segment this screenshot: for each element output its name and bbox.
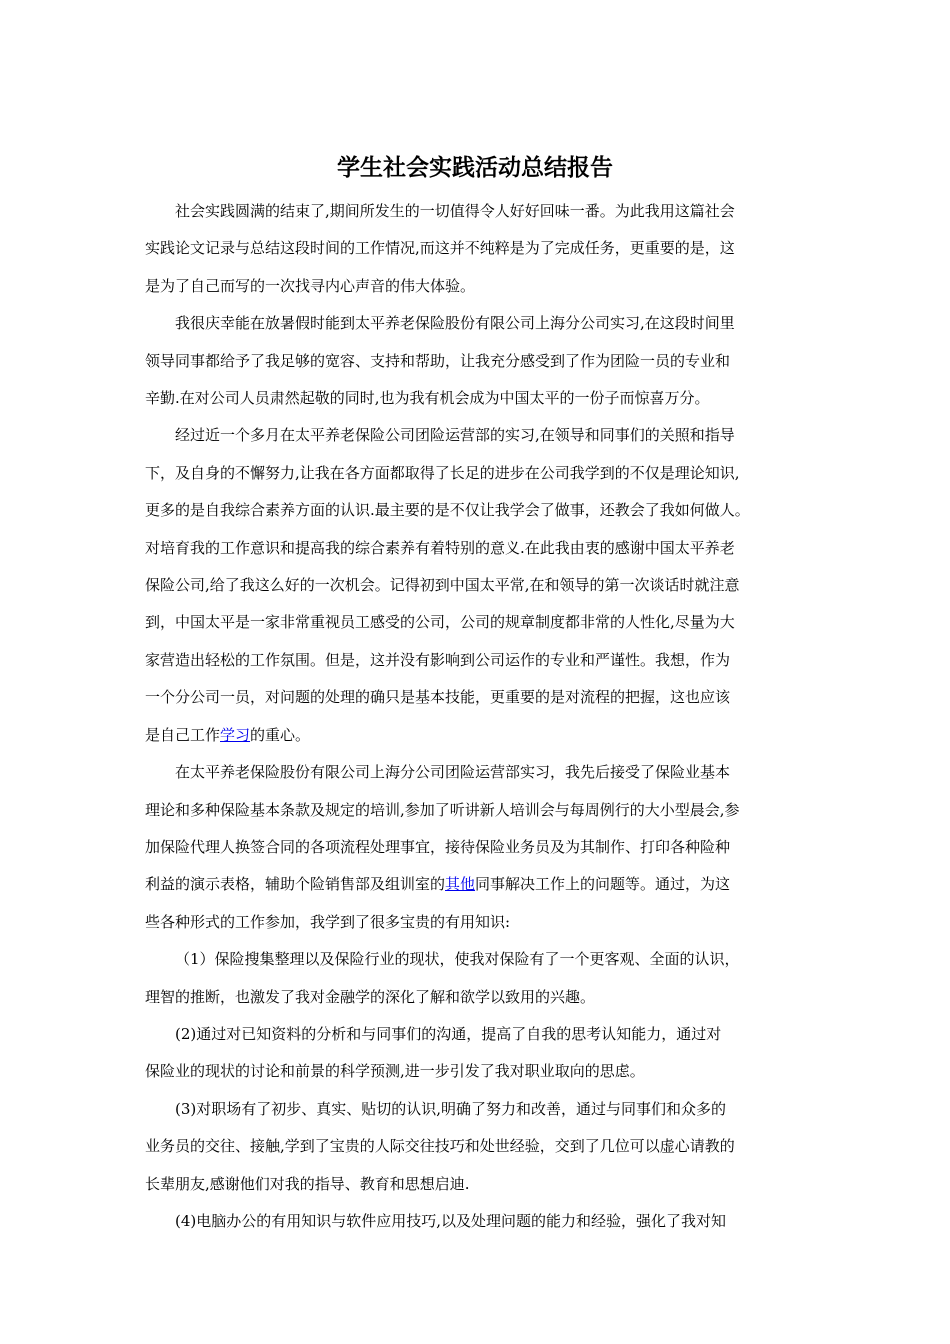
text-line: 经过近一个多月在太平养老保险公司团险运营部的实习,在领导和同事们的关照和指导 (175, 426, 735, 445)
paragraph-8 (145, 1203, 811, 1240)
text-line: (4)电脑办公的有用知识与软件应用技巧,以及处理问题的能力和经验，强化了我对知 (175, 1211, 727, 1230)
text-line: 下，及自身的不懈努力,让我在各方面都取得了长足的进步在公司我学到的不仅是理论知识, (145, 463, 740, 482)
document-body (145, 193, 811, 1240)
text-segment: 同事解决工作上的问题等。通过，为这 (475, 875, 731, 894)
text-line: 理智的推断，也激发了我对金融学的深化了解和欲学以致用的兴趣。 (145, 987, 596, 1006)
text-line: 理论和多种保险基本条款及规定的培训,参加了听讲新人培训会与每周例行的大小型晨会,参 (145, 800, 740, 819)
paragraph-4 (145, 754, 811, 941)
text-line: (3)对职场有了初步、真实、贴切的认识,明确了努力和改善，通过与同事们和众多的 (175, 1099, 727, 1118)
text-line (145, 866, 811, 903)
paragraph-2 (145, 305, 811, 417)
text-line: 保险公司,给了我这么好的一次机会。记得初到中国太平常,在和领导的第一次谈话时就注意 (145, 576, 740, 595)
text-segment: 利益的演示表格，辅助个险销售部及组训室的 (145, 875, 446, 894)
text-segment: 是自己工作 (145, 725, 221, 744)
text-line: 对培育我的工作意识和提高我的综合素养有着特别的意义.在此我由衷的感谢中国太平养老 (145, 538, 735, 557)
text-line: 领导同事都给予了我足够的宽容、支持和帮助，让我充分感受到了作为团险一员的专业和 (145, 351, 731, 370)
paragraph-3 (145, 417, 811, 754)
text-line: 些各种形式的工作参加，我学到了很多宝贵的有用知识: (145, 912, 511, 931)
text-line: （1）保险搜集整理以及保险行业的现状，使我对保险有了一个更客观、全面的认识， (175, 950, 740, 969)
text-line: 是为了自己而写的一次找寻内心声音的伟大体验。 (145, 276, 476, 295)
study-link[interactable]: 学习 (220, 725, 251, 744)
text-line: 长辈朋友,感谢他们对我的指导、教育和思想启迪. (145, 1174, 470, 1193)
text-line: 更多的是自我综合素养方面的认识.最主要的是不仅让我学会了做事，还教会了我如何做人。 (145, 501, 750, 520)
text-line: 辛勤.在对公司人员肃然起敬的同时,也为我有机会成为中国太平的一份子而惊喜万分。 (145, 389, 710, 408)
paragraph-7 (145, 1091, 811, 1203)
text-line: 实践论文记录与总结这段时间的工作情况,而这并不纯粹是为了完成任务，更重要的是，这 (145, 239, 735, 258)
text-line: 一个分公司一员，对问题的处理的确只是基本技能，更重要的是对流程的把握，这也应该 (145, 688, 731, 707)
document-title: 学生社会实践活动总结报告 (337, 154, 613, 181)
text-line: 家营造出轻松的工作氛围。但是，这并没有影响到公司运作的专业和严谨性。我想，作为 (145, 650, 731, 669)
text-line: 我很庆幸能在放暑假时能到太平养老保险股份有限公司上海分公司实习,在这段时间里 (175, 314, 735, 333)
text-line: 到，中国太平是一家非常重视员工感受的公司，公司的规章制度都非常的人性化,尽量为大 (145, 613, 735, 632)
other-link[interactable]: 其他 (445, 875, 476, 894)
paragraph-5 (145, 941, 811, 1016)
text-line: 保险业的现状的讨论和前景的科学预测,进一步引发了我对职业取向的思虑。 (145, 1062, 645, 1081)
text-segment: 的重心。 (250, 725, 311, 744)
paragraph-6 (145, 1016, 811, 1091)
text-line: (2)通过对已知资料的分析和与同事们的沟通，提高了自我的思考认知能力，通过对 (175, 1024, 722, 1043)
text-line: 业务员的交往、接触,学到了宝贵的人际交往技巧和处世经验，交到了几位可以虚心请教的 (145, 1137, 735, 1156)
text-line: 加保险代理人换签合同的各项流程处理事宜，接待保险业务员及为其制作、打印各种险种 (145, 837, 731, 856)
text-line: 在太平养老保险股份有限公司上海分公司团险运营部实习，我先后接受了保险业基本 (175, 763, 731, 782)
text-line: 社会实践圆满的结束了,期间所发生的一切值得令人好好回味一番。为此我用这篇社会 (175, 202, 735, 220)
paragraph-1 (145, 193, 811, 305)
text-line (145, 717, 811, 754)
